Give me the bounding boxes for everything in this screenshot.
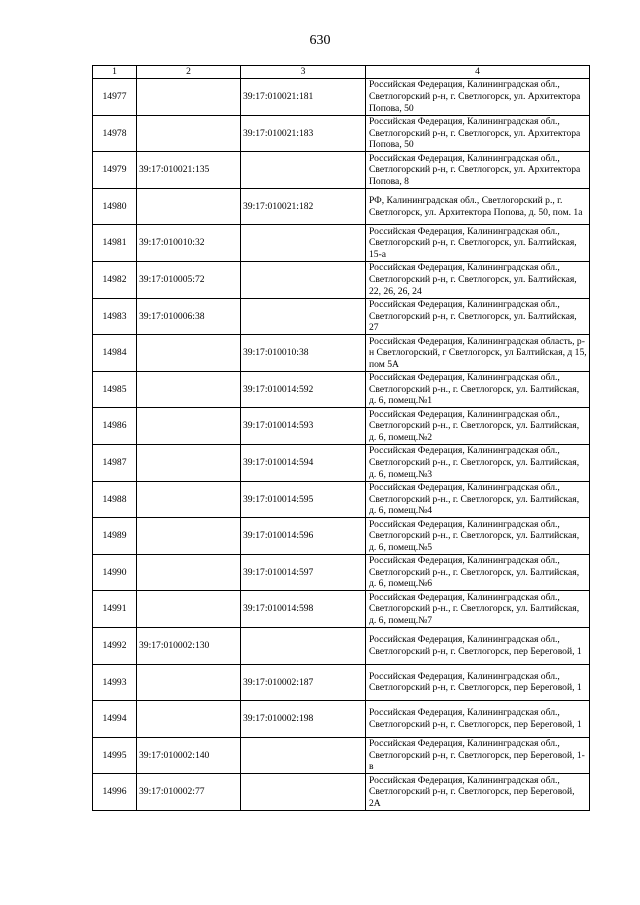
cadastral-number-cell: [137, 444, 241, 481]
table-row: [93, 335, 590, 372]
cadastral-number-alt-cell: 39:17:010014:598: [241, 591, 366, 628]
row-number-cell: 14989: [93, 518, 137, 555]
cadastral-number-cell: 39:17:010002:130: [137, 627, 241, 664]
address-cell: Российская Федерация, Калининградская обл., Светлогорский р-н, г. Светлогорск, ул. Архитектора Попова, 50: [366, 115, 590, 152]
table-row: [93, 115, 590, 152]
row-number-cell: 14994: [93, 701, 137, 738]
table-row: [93, 371, 590, 408]
table-row: [93, 701, 590, 738]
cadastral-number-cell: [137, 664, 241, 701]
address-cell: Российская Федерация, Калининградская обл., Светлогорский р-н., г. Светлогорск, ул. Балтийская, д. 6, помещ.№6: [366, 554, 590, 591]
cadastral-number-cell: [137, 79, 241, 116]
address-cell: Российская Федерация, Калининградская обл., Светлогорский р-н, г. Светлогорск, ул. Балтийская, 27: [366, 298, 590, 335]
table-row: [93, 298, 590, 335]
cadastral-number-cell: 39:17:010010:32: [137, 225, 241, 262]
cadastral-number-cell: [137, 591, 241, 628]
address-cell: Российская Федерация, Калининградская обл., Светлогорский р-н, г. Светлогорск, пер Береговой, 1: [366, 701, 590, 738]
register-table: [92, 65, 590, 811]
cadastral-number-alt-cell: 39:17:010014:596: [241, 518, 366, 555]
table-row: [93, 518, 590, 555]
cadastral-number-alt-cell: 39:17:010021:183: [241, 115, 366, 152]
column-header-4: 4: [366, 66, 590, 79]
table-row: [93, 737, 590, 774]
address-cell: РФ, Калининградская обл., Светлогорский р., г. Светлогорск, ул. Архитектора Попова, д. 50, пом. 1а: [366, 188, 590, 225]
row-number-cell: 14985: [93, 371, 137, 408]
cadastral-number-cell: [137, 371, 241, 408]
cadastral-number-cell: 39:17:010002:140: [137, 737, 241, 774]
cadastral-number-alt-cell: [241, 298, 366, 335]
row-number-cell: 14986: [93, 408, 137, 445]
cadastral-number-alt-cell: 39:17:010002:187: [241, 664, 366, 701]
row-number-cell: 14979: [93, 152, 137, 189]
row-number-cell: 14981: [93, 225, 137, 262]
row-number-cell: 14978: [93, 115, 137, 152]
cadastral-number-cell: [137, 115, 241, 152]
cadastral-number-cell: [137, 518, 241, 555]
cadastral-number-alt-cell: [241, 225, 366, 262]
table-row: [93, 481, 590, 518]
cadastral-number-cell: 39:17:010005:72: [137, 261, 241, 298]
address-cell: Российская Федерация, Калининградская обл., Светлогорский р-н., г. Светлогорск, ул. Балтийская, д. 6, помещ.№4: [366, 481, 590, 518]
table-row: [93, 627, 590, 664]
address-cell: Российская Федерация, Калининградская обл., Светлогорский р-н, г. Светлогорск, пер Береговой, 1: [366, 627, 590, 664]
page-number: 630: [309, 33, 331, 48]
cadastral-number-alt-cell: 39:17:010014:592: [241, 371, 366, 408]
address-cell: Российская Федерация, Калининградская обл., Светлогорский р-н, г. Светлогорск, пер Береговой, 1: [366, 664, 590, 701]
address-cell: Российская Федерация, Калининградская область, р-н Светлогорский, г Светлогорск, ул Балтийская, д 15, пом 5А: [366, 335, 590, 372]
cadastral-number-alt-cell: 39:17:010014:593: [241, 408, 366, 445]
cadastral-number-alt-cell: 39:17:010014:595: [241, 481, 366, 518]
row-number-cell: 14980: [93, 188, 137, 225]
cadastral-number-cell: 39:17:010021:135: [137, 152, 241, 189]
cadastral-number-cell: [137, 188, 241, 225]
cadastral-number-alt-cell: 39:17:010002:198: [241, 701, 366, 738]
cadastral-number-cell: 39:17:010006:38: [137, 298, 241, 335]
table-row: [93, 261, 590, 298]
cadastral-number-alt-cell: [241, 774, 366, 811]
cadastral-number-cell: [137, 554, 241, 591]
column-header-2: 2: [137, 66, 241, 79]
cadastral-number-alt-cell: [241, 152, 366, 189]
table-row: [93, 444, 590, 481]
table-row: [93, 188, 590, 225]
row-number-cell: 14984: [93, 335, 137, 372]
address-cell: Российская Федерация, Калининградская обл., Светлогорский р-н, г. Светлогорск, ул. Архитектора Попова, 50: [366, 79, 590, 116]
cadastral-number-cell: [137, 481, 241, 518]
column-header-3: 3: [241, 66, 366, 79]
cadastral-number-cell: [137, 408, 241, 445]
address-cell: Российская Федерация, Калининградская обл., Светлогорский р-н., г. Светлогорск, ул. Балтийская, д. 6, помещ.№3: [366, 444, 590, 481]
cadastral-number-alt-cell: 39:17:010021:181: [241, 79, 366, 116]
table-row: [93, 152, 590, 189]
row-number-cell: 14990: [93, 554, 137, 591]
row-number-cell: 14977: [93, 79, 137, 116]
row-number-cell: 14982: [93, 261, 137, 298]
row-number-cell: 14992: [93, 627, 137, 664]
header-row: [93, 66, 590, 79]
cadastral-number-cell: [137, 335, 241, 372]
row-number-cell: 14987: [93, 444, 137, 481]
address-cell: Российская Федерация, Калининградская обл., Светлогорский р-н, г. Светлогорск, ул. Балтийская, 22, 26, 26, 24: [366, 261, 590, 298]
row-number-cell: 14983: [93, 298, 137, 335]
cadastral-number-cell: 39:17:010002:77: [137, 774, 241, 811]
table-row: [93, 79, 590, 116]
cadastral-number-alt-cell: [241, 261, 366, 298]
column-header-1: 1: [93, 66, 137, 79]
cadastral-number-alt-cell: 39:17:010014:597: [241, 554, 366, 591]
table-row: [93, 225, 590, 262]
table-row: [93, 554, 590, 591]
address-cell: Российская Федерация, Калининградская обл., Светлогорский р-н., г. Светлогорск, ул. Балтийская, д. 6, помещ.№7: [366, 591, 590, 628]
table-row: [93, 591, 590, 628]
address-cell: Российская Федерация, Калининградская обл., Светлогорский р-н, г. Светлогорск, пер Береговой, 2А: [366, 774, 590, 811]
row-number-cell: 14993: [93, 664, 137, 701]
cadastral-number-alt-cell: 39:17:010010:38: [241, 335, 366, 372]
row-number-cell: 14996: [93, 774, 137, 811]
row-number-cell: 14988: [93, 481, 137, 518]
address-cell: Российская Федерация, Калининградская обл., Светлогорский р-н, г. Светлогорск, ул. Архитектора Попова, 8: [366, 152, 590, 189]
table-row: [93, 774, 590, 811]
row-number-cell: 14995: [93, 737, 137, 774]
address-cell: Российская Федерация, Калининградская обл., Светлогорский р-н., г. Светлогорск, ул. Балтийская, д. 6, помещ.№2: [366, 408, 590, 445]
table-body: [93, 79, 590, 811]
cadastral-number-alt-cell: 39:17:010014:594: [241, 444, 366, 481]
address-cell: Российская Федерация, Калининградская обл., Светлогорский р-н, г. Светлогорск, ул. Балтийская, 15-а: [366, 225, 590, 262]
address-cell: Российская Федерация, Калининградская обл., Светлогорский р-н., г. Светлогорск, ул. Балтийская, д. 6, помещ.№1: [366, 371, 590, 408]
cadastral-number-alt-cell: [241, 737, 366, 774]
address-cell: Российская Федерация, Калининградская обл., Светлогорский р-н, г. Светлогорск, пер Береговой, 1-в: [366, 737, 590, 774]
address-cell: Российская Федерация, Калининградская обл., Светлогорский р-н., г. Светлогорск, ул. Балтийская, д. 6, помещ.№5: [366, 518, 590, 555]
cadastral-number-alt-cell: [241, 627, 366, 664]
cadastral-number-alt-cell: 39:17:010021:182: [241, 188, 366, 225]
table-row: [93, 664, 590, 701]
table-row: [93, 408, 590, 445]
cadastral-number-cell: [137, 701, 241, 738]
row-number-cell: 14991: [93, 591, 137, 628]
